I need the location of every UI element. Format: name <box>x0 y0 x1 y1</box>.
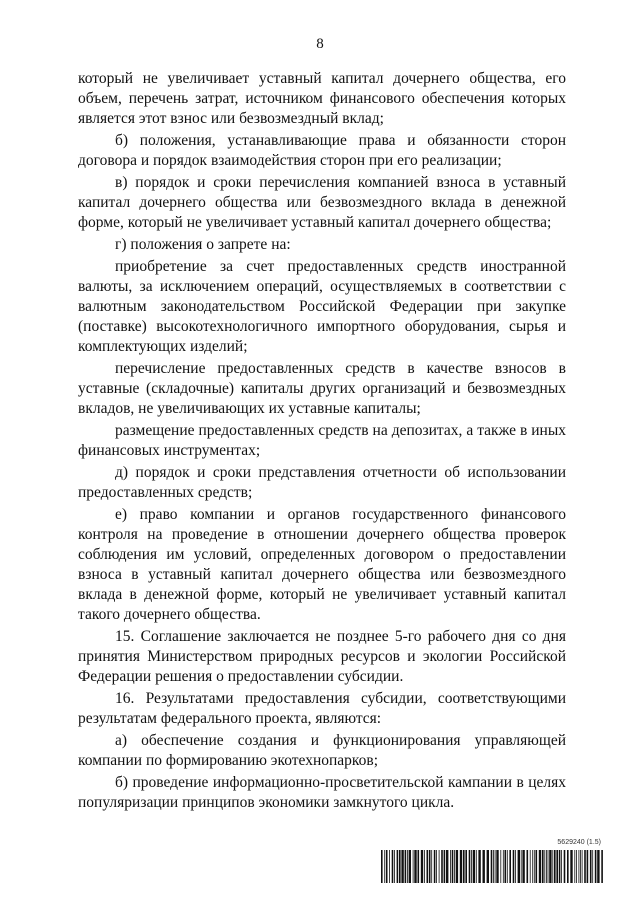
paragraph: е) право компании и органов государственного финансового контроля на проведение в отношении дочернего общества проверок соблюдения им условий, определенных договором о предоставлении взноса в уставный капитал дочернего общества или безвозмездного вклада в денежной форме, который не увеличивает уставный капитал такого дочернего общества. <box>78 506 566 623</box>
barcode-icon <box>381 850 603 883</box>
paragraph: перечисление предоставленных средств в качестве взносов в уставные (складочные) капиталы других организаций и безвозмездных вкладов, не увеличивающих их уставные капиталы; <box>78 360 566 417</box>
barcode-block <box>381 839 603 889</box>
paragraph: а) обеспечение создания и функционирования управляющей компании по формированию экотехнопарков; <box>78 732 566 769</box>
paragraph: г) положения о запрете на: <box>115 236 291 253</box>
paragraph: б) проведение информационно-просветительской кампании в целях популяризации принципов экономики замкнутого цикла. <box>78 774 566 811</box>
paragraph: размещение предоставленных средств на депозитах, а также в иных финансовых инструментах; <box>78 422 566 459</box>
paragraph: в) порядок и сроки перечисления компанией взноса в уставный капитал дочернего общества или безвозмездного вклада в денежной форме, который не увеличивает уставный капитал дочернего общества; <box>78 174 566 231</box>
paragraph: который не увеличивает уставный капитал дочернего общества, его объем, перечень затрат, источником финансового обеспечения которых является этот взнос или безвозмездный вклад; <box>78 70 566 127</box>
document-body <box>78 69 566 815</box>
paragraph: б) положения, устанавливающие права и обязанности сторон договора и порядок взаимодействия сторон при его реализации; <box>78 132 566 169</box>
barcode-id: 5629240 (1.5) <box>557 839 601 846</box>
paragraph: д) порядок и сроки представления отчетности об использовании предоставленных средств; <box>78 464 566 501</box>
paragraph: 16. Результатами предоставления субсидии, соответствующими результатам федерального проекта, являются: <box>78 690 566 727</box>
page-number: 8 <box>316 36 324 52</box>
paragraph: 15. Соглашение заключается не позднее 5-го рабочего дня со дня принятия Министерством природных ресурсов и экологии Российской Федерации решения о предоставлении субсидии. <box>78 628 566 685</box>
paragraph: приобретение за счет предоставленных средств иностранной валюты, за исключением операций, осуществляемых в соответствии с валютным законодательством Российской Федерации при закупке (поставке) высокотехнологичного импортного оборудования, сырья и комплектующих изделий; <box>78 258 566 355</box>
